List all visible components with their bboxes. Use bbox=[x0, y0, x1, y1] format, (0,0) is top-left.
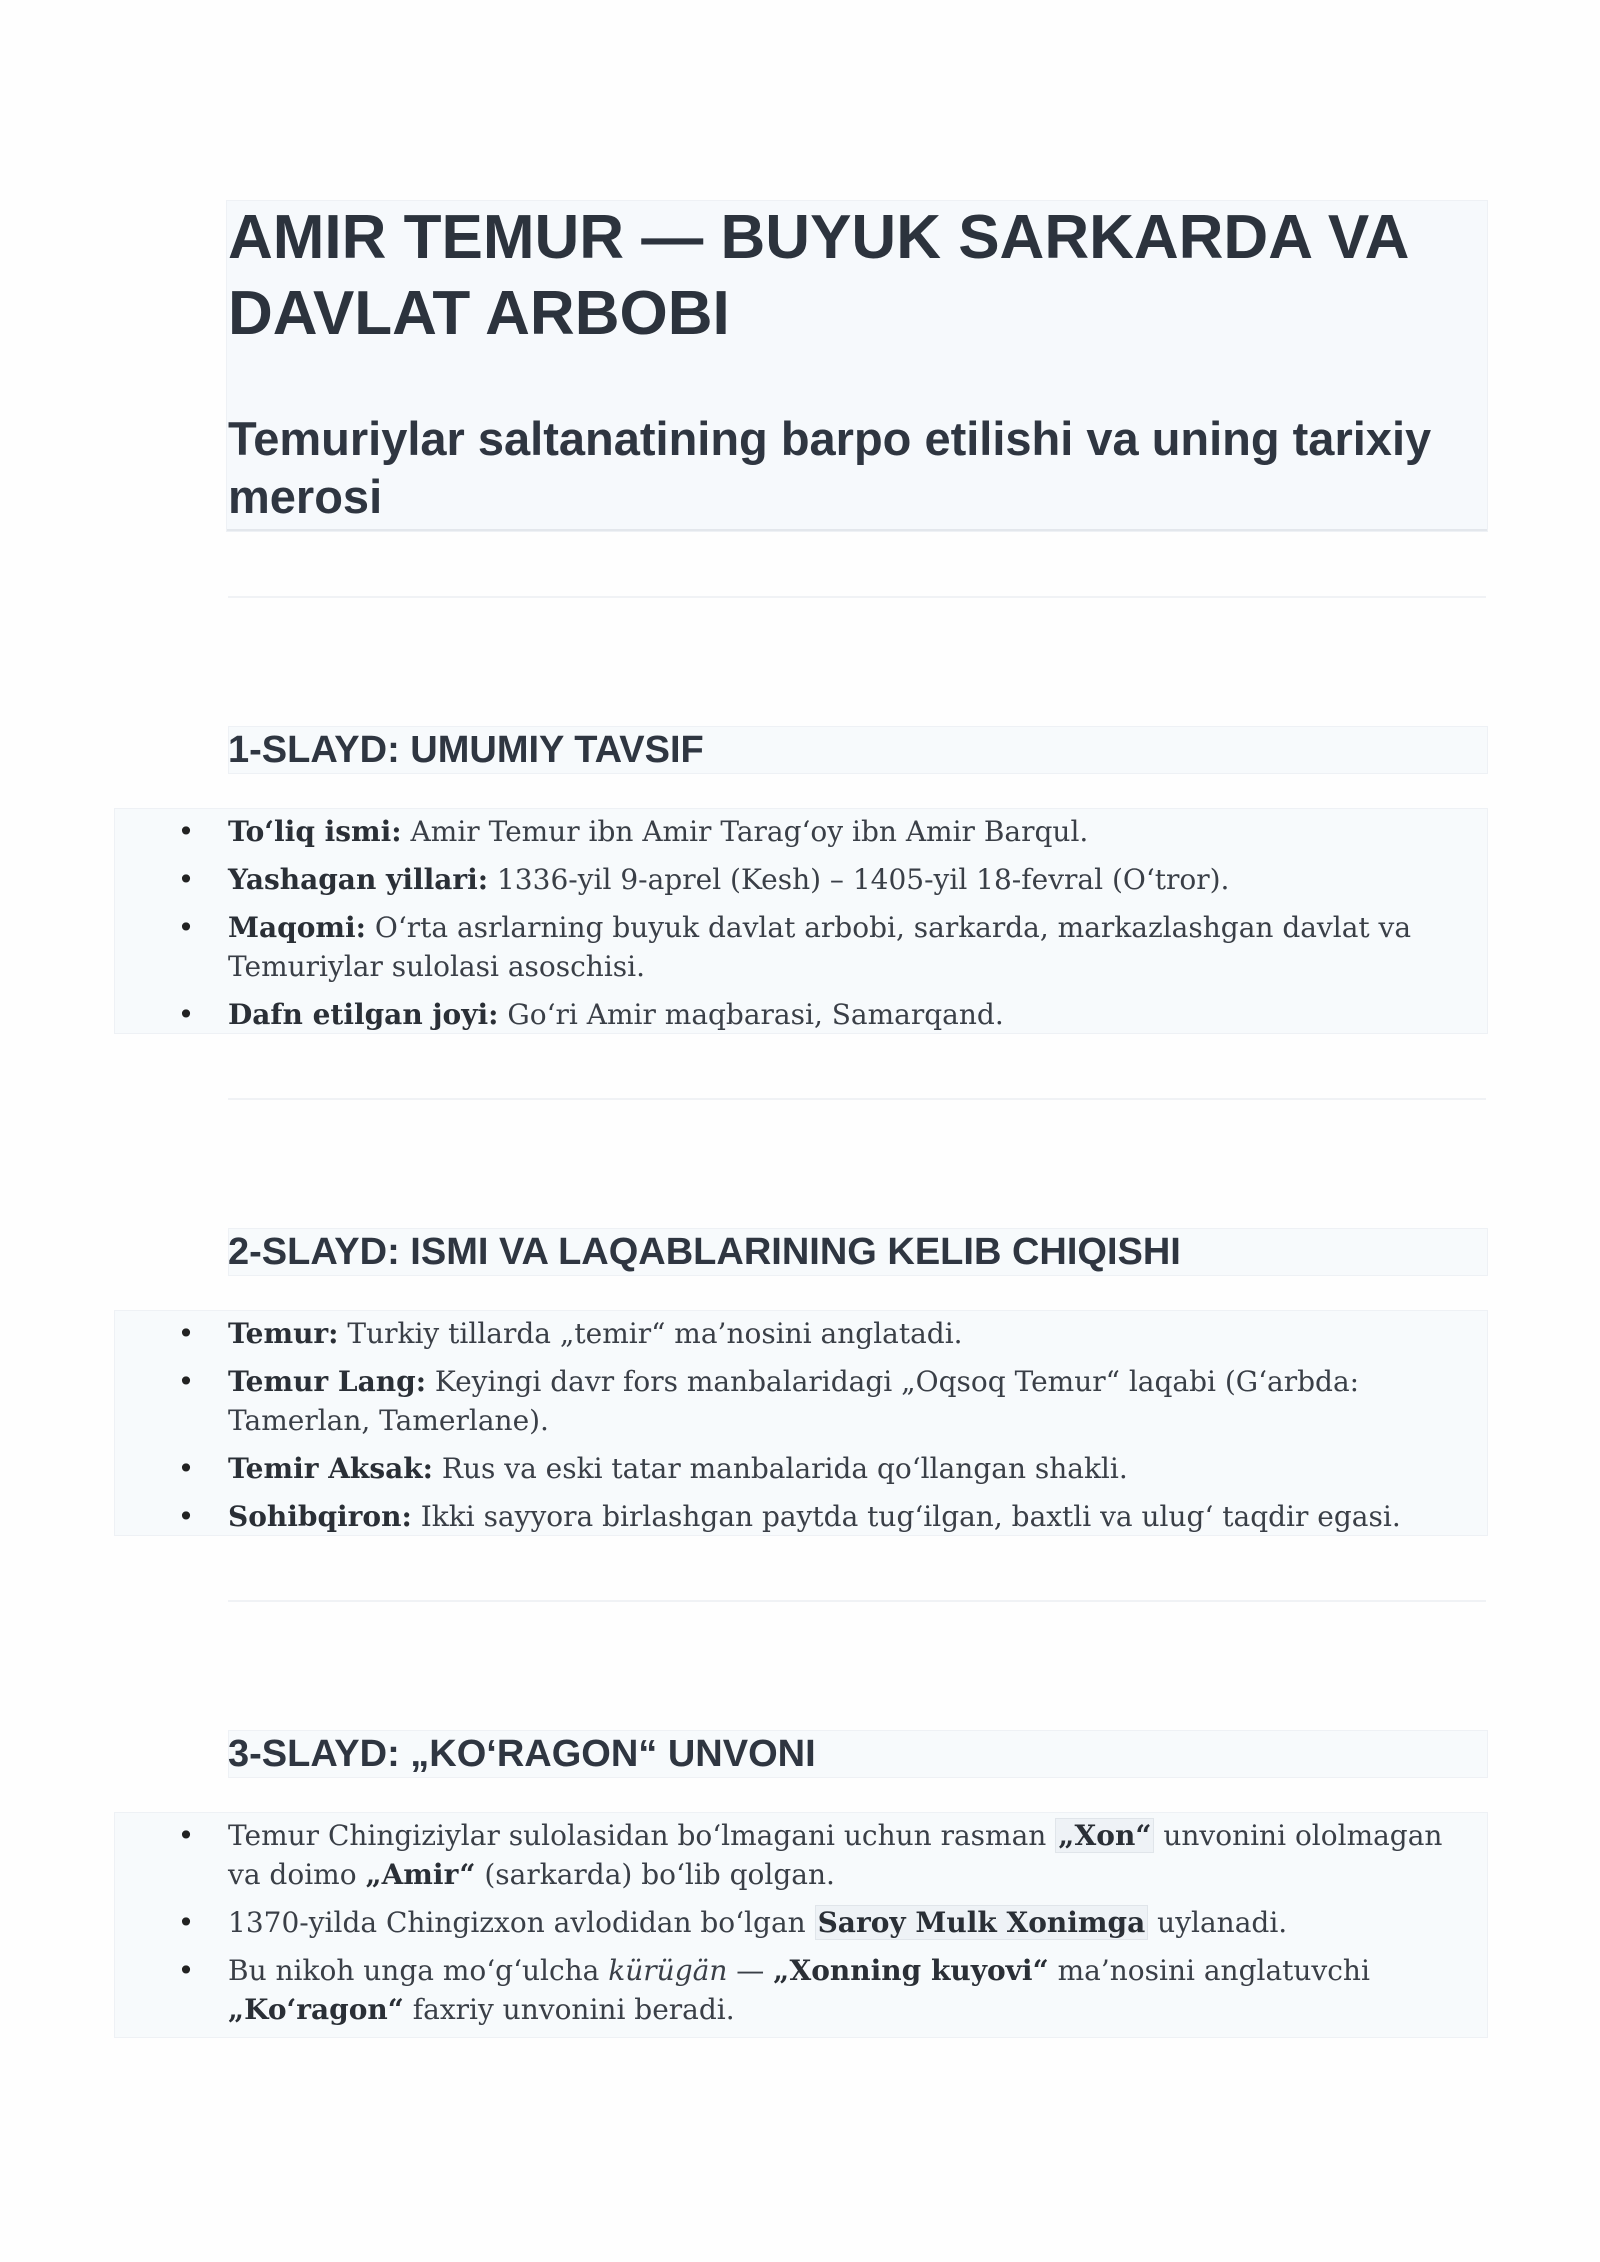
divider bbox=[228, 596, 1486, 598]
item-emphasis: Saroy Mulk Xonimga bbox=[815, 1905, 1149, 1940]
item-italic: kürügän bbox=[608, 1954, 728, 1987]
item-text: Ikki sayyora birlashgan paytda tug‘ilgan, baxtli va ulug‘ taqdir egasi. bbox=[411, 1500, 1401, 1533]
list-item bbox=[177, 995, 1478, 1034]
divider bbox=[228, 1600, 1486, 1602]
section-heading-1: 1-SLAYD: UMUMIY TAVSIF bbox=[228, 729, 704, 771]
document-subtitle: Temuriylar saltanatining barpo etilishi va uning tarixiy merosi bbox=[228, 412, 1432, 523]
item-text: Temur Chingiziylar sulolasidan bo‘lmagani uchun rasman bbox=[228, 1819, 1056, 1852]
item-emphasis: „Ko‘ragon“ bbox=[228, 1993, 404, 2026]
item-text: uylanadi. bbox=[1148, 1906, 1288, 1939]
bullet-icon: • bbox=[177, 1906, 195, 1939]
section-2-list bbox=[177, 1314, 1478, 1545]
list-item bbox=[177, 1951, 1478, 2029]
bullet-icon: • bbox=[177, 1500, 195, 1533]
list-item bbox=[177, 1816, 1478, 1894]
list-item bbox=[177, 1314, 1478, 1353]
section-3-list bbox=[177, 1816, 1478, 2038]
item-text: Keyingi davr fors manbalaridagi „Oqsoq Temur“ laqabi (G‘arbda: Tamerlan, Tamerlane). bbox=[228, 1365, 1360, 1437]
item-label: Sohibqiron: bbox=[228, 1500, 412, 1533]
item-label: Dafn etilgan joyi: bbox=[228, 998, 499, 1031]
item-text: Turkiy tillarda „temir“ ma’nosini anglatadi. bbox=[338, 1317, 963, 1350]
bullet-icon: • bbox=[177, 1954, 195, 1987]
bullet-icon: • bbox=[177, 1819, 195, 1852]
item-text: 1336-yil 9-aprel (Kesh) – 1405-yil 18-fevral (O‘tror). bbox=[488, 863, 1230, 896]
title-underline bbox=[227, 529, 1487, 531]
list-item bbox=[177, 1903, 1478, 1942]
bullet-icon: • bbox=[177, 1452, 195, 1485]
bullet-icon: • bbox=[177, 863, 195, 896]
document-title: AMIR TEMUR — BUYUK SARKARDA VA DAVLAT ARBOBI bbox=[228, 203, 1408, 348]
item-text: — bbox=[727, 1954, 774, 1987]
item-text: faxriy unvonini beradi. bbox=[403, 1993, 735, 2026]
bullet-icon: • bbox=[177, 1317, 195, 1350]
divider bbox=[228, 1098, 1486, 1100]
bullet-icon: • bbox=[177, 815, 195, 848]
section-1-list bbox=[177, 812, 1478, 1043]
bullet-icon: • bbox=[177, 911, 195, 944]
bullet-icon: • bbox=[177, 1365, 195, 1398]
list-item bbox=[177, 1362, 1478, 1440]
item-text: 1370-yilda Chingizxon avlodidan bo‘lgan bbox=[228, 1906, 815, 1939]
section-heading-3: 3-SLAYD: „KO‘RAGON“ UNVONI bbox=[228, 1733, 816, 1775]
item-emphasis: „Amir“ bbox=[365, 1858, 476, 1891]
list-item bbox=[177, 1497, 1478, 1536]
item-emphasis: „Xon“ bbox=[1055, 1818, 1154, 1853]
item-text: Rus va eski tatar manbalarida qo‘llangan shakli. bbox=[432, 1452, 1128, 1485]
item-text: (sarkarda) bo‘lib qolgan. bbox=[475, 1858, 835, 1891]
item-text: Bu nikoh unga mo‘g‘ulcha bbox=[228, 1954, 609, 1987]
section-heading-2: 2-SLAYD: ISMI VA LAQABLARINING KELIB CHIQISHI bbox=[228, 1231, 1181, 1273]
item-text: unvonini ololmagan va doimo bbox=[228, 1819, 1443, 1891]
list-item bbox=[177, 908, 1478, 986]
item-text: Go‘ri Amir maqbarasi, Samarqand. bbox=[498, 998, 1004, 1031]
item-label: Temir Aksak: bbox=[228, 1452, 433, 1485]
bullet-icon: • bbox=[177, 998, 195, 1031]
item-text: ma’nosini anglatuvchi bbox=[1048, 1954, 1370, 1987]
list-item bbox=[177, 860, 1478, 899]
item-label: Temur Lang: bbox=[228, 1365, 427, 1398]
item-label: Yashagan yillari: bbox=[228, 863, 489, 896]
item-emphasis: „Xonning kuyovi“ bbox=[773, 1954, 1049, 1987]
item-text: Amir Temur ibn Amir Tarag‘oy ibn Amir Barqul. bbox=[401, 815, 1089, 848]
item-text: O‘rta asrlarning buyuk davlat arbobi, sarkarda, markazlashgan davlat va Temuriylar sulolasi asoschisi. bbox=[228, 911, 1412, 983]
item-label: Maqomi: bbox=[228, 911, 366, 944]
list-item bbox=[177, 1449, 1478, 1488]
item-label: To‘liq ismi: bbox=[228, 815, 402, 848]
item-label: Temur: bbox=[228, 1317, 339, 1350]
list-item bbox=[177, 812, 1478, 851]
